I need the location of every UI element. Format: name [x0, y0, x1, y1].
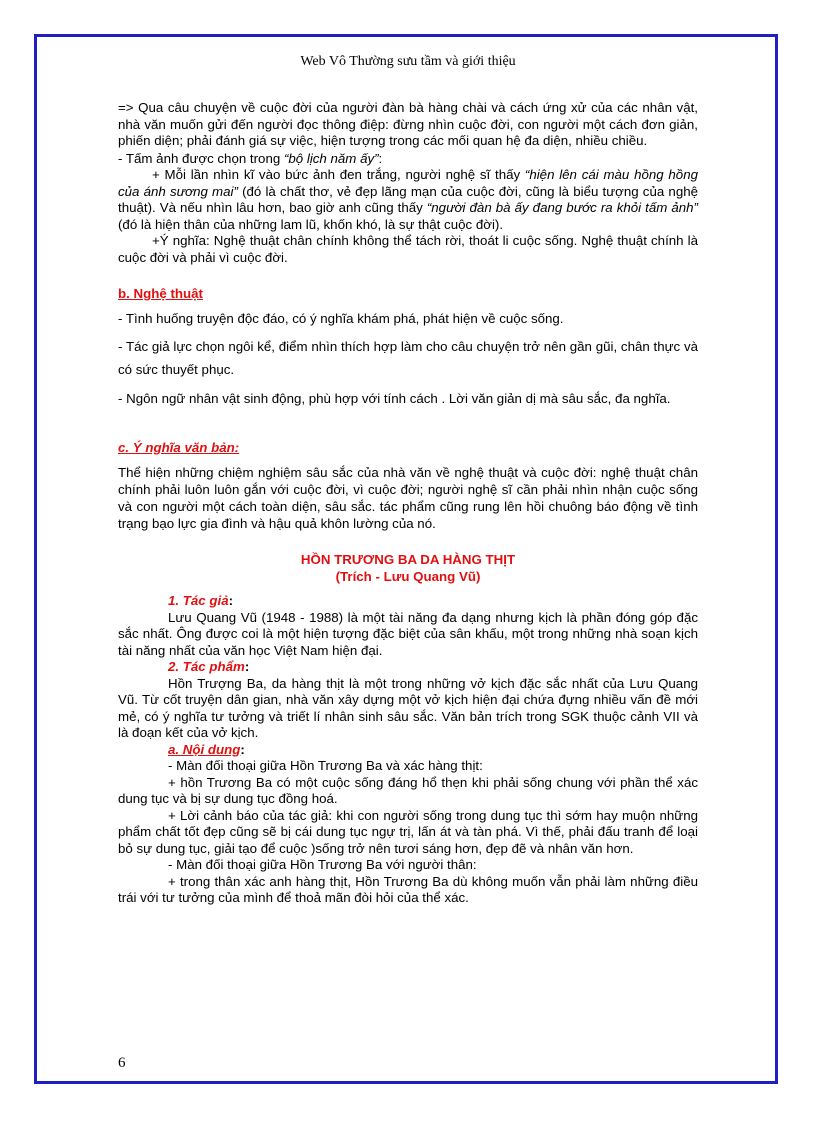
document-subtitle: (Trích - Lưu Quang Vũ) [335, 568, 481, 584]
paragraph: - Tình huống truyện độc đáo, có ý nghĩa khám phá, phát hiện về cuộc sống. [118, 310, 564, 326]
paragraph: + Lời cảnh báo của tác giả: khi con người sống trong dung tục thì sớm hay muộn những phẩm chất tốt đẹp cũng sẽ bị cái dung tục ngự trị, lấn át và tàn phá. Vì thế, phải đấu tranh để loại bỏ sự dung tục, giải tạo để cuộc )sống trở nên tươi sáng hơn, đẹp đẽ và nhân văn hơn. [118, 807, 698, 856]
paragraph: Lưu Quang Vũ (1948 - 1988) là một tài năng đa dạng nhưng kịch là phần đóng góp đặc sắc nhất. Ông được coi là một hiện tượng đặc biệt của sân khấu, một trong những nhà soạn kịch tài năng nhất của văn học Việt Nam hiện đại. [118, 609, 698, 658]
section-heading: b. Nghệ thuật [118, 286, 203, 301]
text: (đó là chất thơ, vẻ đẹp lãng mạn của cuộc đời, cũng là biểu tượng của nghệ thuật). Và nếu nhìn lâu hơn, bao giờ anh cũng thấy [118, 183, 698, 215]
text: - Tấm ảnh được chọn trong [118, 150, 284, 166]
document-body [118, 100, 698, 907]
page-header: Web Vô Thường sưu tầm và giới thiệu [300, 54, 516, 69]
paragraph: +Ý nghĩa: Nghệ thuật chân chính không thể tách rời, thoát li cuộc sống. Nghệ thuật chính là cuộc đời và phải vì cuộc đời. [118, 233, 698, 265]
paragraph: - Màn đối thoại giữa Hồn Trương Ba và xác hàng thịt: [168, 758, 483, 773]
paragraph [118, 151, 698, 168]
paragraph: - Màn đối thoại giữa Hồn Trương Ba với người thân: [168, 857, 477, 872]
subheading-label: 1. Tác giả [168, 593, 229, 608]
colon: : [228, 593, 234, 608]
document-title: HỒN TRƯƠNG BA DA HÀNG THỊT [300, 552, 516, 567]
paragraph: + trong thân xác anh hàng thịt, Hồn Trương Ba dù không muốn vẫn phải làm những điều trái với tư tưởng của mình để thoả mãn đòi hỏi của thể xác. [118, 873, 698, 905]
quote: “người đàn bà ấy đang bước ra khỏi tấm ảnh” [426, 200, 698, 215]
subheading [118, 659, 698, 676]
page-number: 6 [118, 1055, 126, 1071]
paragraph: + hồn Trương Ba có một cuộc sống đáng hổ thẹn khi phải sống chung với phần thể xác dung tục và bị sự dung tục đồng hoá. [118, 774, 698, 806]
paragraph: Hồn Trượng Ba, da hàng thịt là một trong những vở kịch đặc sắc nhất của Lưu Quang Vũ. Từ cốt truyện dân gian, nhà văn xây dựng một vở kịch hiện đại chứa đựng nhiều vấn đề mới mẻ, có ý nghĩa tư tưởng và triết lí nhân sinh sâu sắc. Văn bản trích trong SGK thuộc cảnh VII và là đoạn kết của vở kịch. [118, 675, 698, 740]
paragraph [118, 167, 698, 233]
paragraph: Thể hiện những chiệm nghiệm sâu sắc của nhà văn về nghệ thuật và cuộc đời: nghệ thuật chân chính phải luôn luôn gắn với cuộc đời, vì cuộc đời; người nghệ sĩ cần phải nhìn nhận cuộc sống và con người một cách toàn diện, sâu sắc. tác phẩm cũng rung lên hồi chuông báo động về tình trạng bạo lực gia đình và hậu quả khôn lường của nó. [118, 465, 698, 531]
paragraph: - Tác giả lực chọn ngôi kể, điểm nhìn thích hợp làm cho câu chuyện trở nên gần gũi, chân thực và có sức thuyết phục. [118, 338, 698, 377]
colon: : [240, 741, 245, 757]
subheading [118, 742, 698, 759]
quote: “hiện lên cái màu hồng hồng của ánh sương mai” [118, 167, 698, 199]
colon: : [244, 659, 250, 674]
subheading [118, 593, 698, 610]
paragraph: => Qua câu chuyện về cuộc đời của người đàn bà hàng chài và cách ứng xử của các nhân vật, nhà văn muốn gửi đến người đọc thông điệp: đừng nhìn cuộc đời, con người một cách đơn giản, phiến diện; phải đánh giá sự việc, hiện tượng trong các mối quan hệ đa diện, nhiều chiều. [118, 100, 698, 148]
section-heading: c. Ý nghĩa văn bản: [118, 439, 240, 455]
subheading-label: 2. Tác phẩm [168, 659, 245, 674]
paragraph: - Ngôn ngữ nhân vật sinh động, phù hợp với tính cách . Lời văn giản dị mà sâu sắc, đa nghĩa. [118, 390, 671, 406]
text: : [378, 150, 383, 166]
subheading-label: a. Nội dung [168, 741, 241, 757]
text: + Mỗi lần nhìn kĩ vào bức ảnh đen trắng, người nghệ sĩ thấy [152, 167, 525, 182]
text: (đó là hiện thân của những lam lũ, khốn khó, là sự thật cuộc đời). [118, 216, 504, 232]
quote: “bộ lịch năm ấy” [283, 150, 379, 166]
